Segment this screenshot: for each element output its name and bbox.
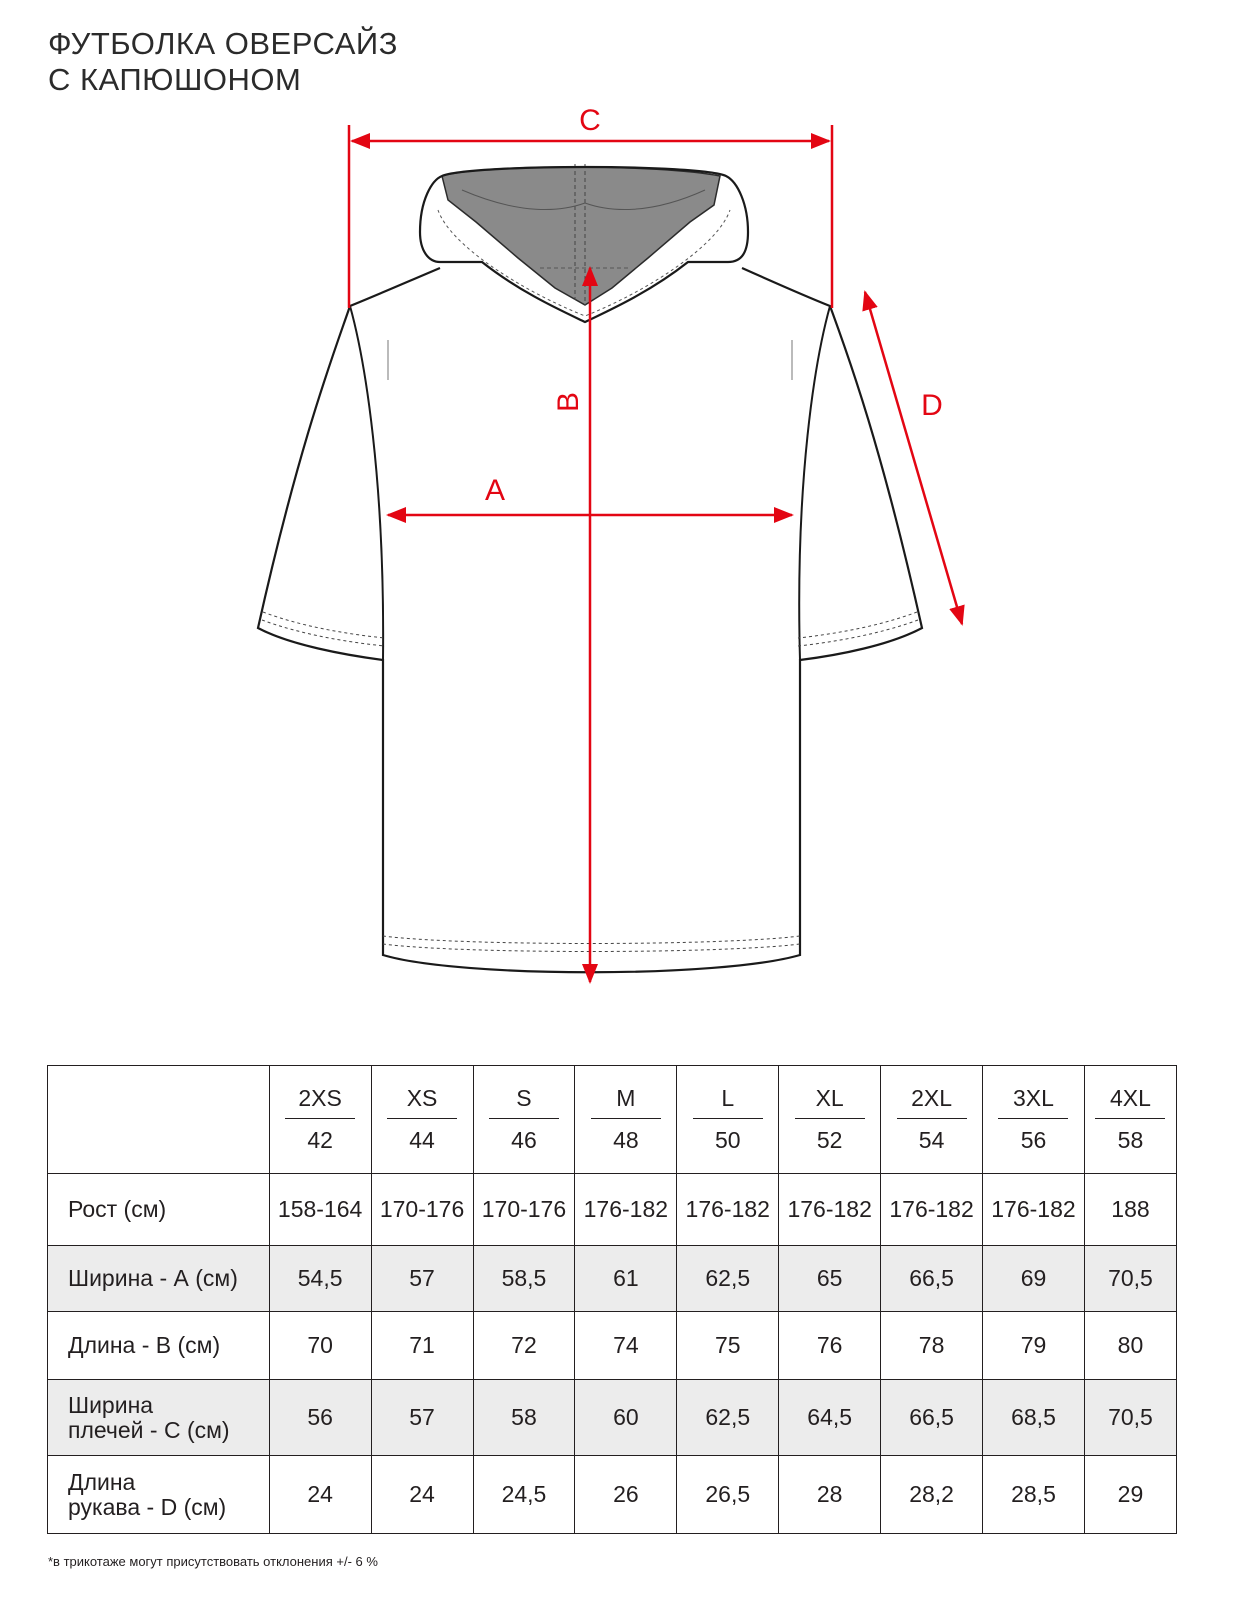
table-row <box>48 1456 1177 1534</box>
table-cell: 58,5 <box>473 1246 575 1312</box>
table-cell: 70,5 <box>1084 1246 1176 1312</box>
size-cell: M 48 <box>575 1066 677 1174</box>
table-cell: 62,5 <box>677 1380 779 1456</box>
table-cell: 72 <box>473 1312 575 1380</box>
table-cell: 24 <box>269 1456 371 1534</box>
table-cell: 70 <box>269 1312 371 1380</box>
table-cell: 58 <box>473 1380 575 1456</box>
measure-d-label: D <box>921 389 943 422</box>
table-cell: 69 <box>983 1246 1085 1312</box>
table-cell: 28 <box>779 1456 881 1534</box>
size-cell: XS 44 <box>371 1066 473 1174</box>
table-cell: 28,2 <box>881 1456 983 1534</box>
table-cell: 176-182 <box>575 1174 677 1246</box>
table-cell: 64,5 <box>779 1380 881 1456</box>
table-cell: 24 <box>371 1456 473 1534</box>
table-cell: 76 <box>779 1312 881 1380</box>
table-cell: 176-182 <box>677 1174 779 1246</box>
table-cell: 188 <box>1084 1174 1176 1246</box>
table-cell: 176-182 <box>983 1174 1085 1246</box>
measure-c-label: C <box>579 104 601 137</box>
size-cell: 4XL 58 <box>1084 1066 1176 1174</box>
table-cell: 176-182 <box>779 1174 881 1246</box>
table-cell: 74 <box>575 1312 677 1380</box>
table-cell: 65 <box>779 1246 881 1312</box>
table-cell: 68,5 <box>983 1380 1085 1456</box>
table-cell: 26 <box>575 1456 677 1534</box>
table-cell: 29 <box>1084 1456 1176 1534</box>
row-label: Ширина - А (см) <box>48 1246 270 1312</box>
table-cell: 158-164 <box>269 1174 371 1246</box>
table-cell: 24,5 <box>473 1456 575 1534</box>
table-cell: 66,5 <box>881 1380 983 1456</box>
measure-b-label: B <box>552 391 585 413</box>
table-cell: 79 <box>983 1312 1085 1380</box>
table-cell: 60 <box>575 1380 677 1456</box>
table-row <box>48 1312 1177 1380</box>
table-cell: 66,5 <box>881 1246 983 1312</box>
row-label: Ширина плечей - С (см) <box>48 1380 270 1456</box>
size-cell: XL 52 <box>779 1066 881 1174</box>
table-cell: 28,5 <box>983 1456 1085 1534</box>
table-cell: 70,5 <box>1084 1380 1176 1456</box>
table-cell: 80 <box>1084 1312 1176 1380</box>
size-cell: L 50 <box>677 1066 779 1174</box>
corner-cell <box>48 1066 270 1174</box>
size-cell: 2XL 54 <box>881 1066 983 1174</box>
table-row <box>48 1174 1177 1246</box>
table-cell: 71 <box>371 1312 473 1380</box>
size-cell: 3XL 56 <box>983 1066 1085 1174</box>
measure-a-label: A <box>484 474 506 507</box>
table-cell: 26,5 <box>677 1456 779 1534</box>
table-cell: 176-182 <box>881 1174 983 1246</box>
table-cell: 56 <box>269 1380 371 1456</box>
table-cell: 170-176 <box>371 1174 473 1246</box>
size-cell: S 46 <box>473 1066 575 1174</box>
row-label: Рост (см) <box>48 1174 270 1246</box>
row-label: Длина - В (см) <box>48 1312 270 1380</box>
table-row <box>48 1246 1177 1312</box>
table-cell: 62,5 <box>677 1246 779 1312</box>
table-row <box>48 1380 1177 1456</box>
row-label: Длина рукава - D (см) <box>48 1456 270 1534</box>
hood-lining <box>442 167 720 305</box>
footnote: *в трикотаже могут присутствовать отклонения +/- 6 % <box>48 1554 378 1569</box>
table-cell: 61 <box>575 1246 677 1312</box>
size-cell: 2XS 42 <box>269 1066 371 1174</box>
table-cell: 78 <box>881 1312 983 1380</box>
title-line-1: ФУТБОЛКА ОВЕРСАЙЗ <box>48 26 398 61</box>
size-table <box>47 1065 1177 1534</box>
table-cell: 54,5 <box>269 1246 371 1312</box>
table-cell: 57 <box>371 1380 473 1456</box>
table-cell: 170-176 <box>473 1174 575 1246</box>
size-header-row <box>48 1066 1177 1174</box>
title-line-2: С КАПЮШОНОМ <box>48 62 302 97</box>
table-cell: 75 <box>677 1312 779 1380</box>
table-cell: 57 <box>371 1246 473 1312</box>
